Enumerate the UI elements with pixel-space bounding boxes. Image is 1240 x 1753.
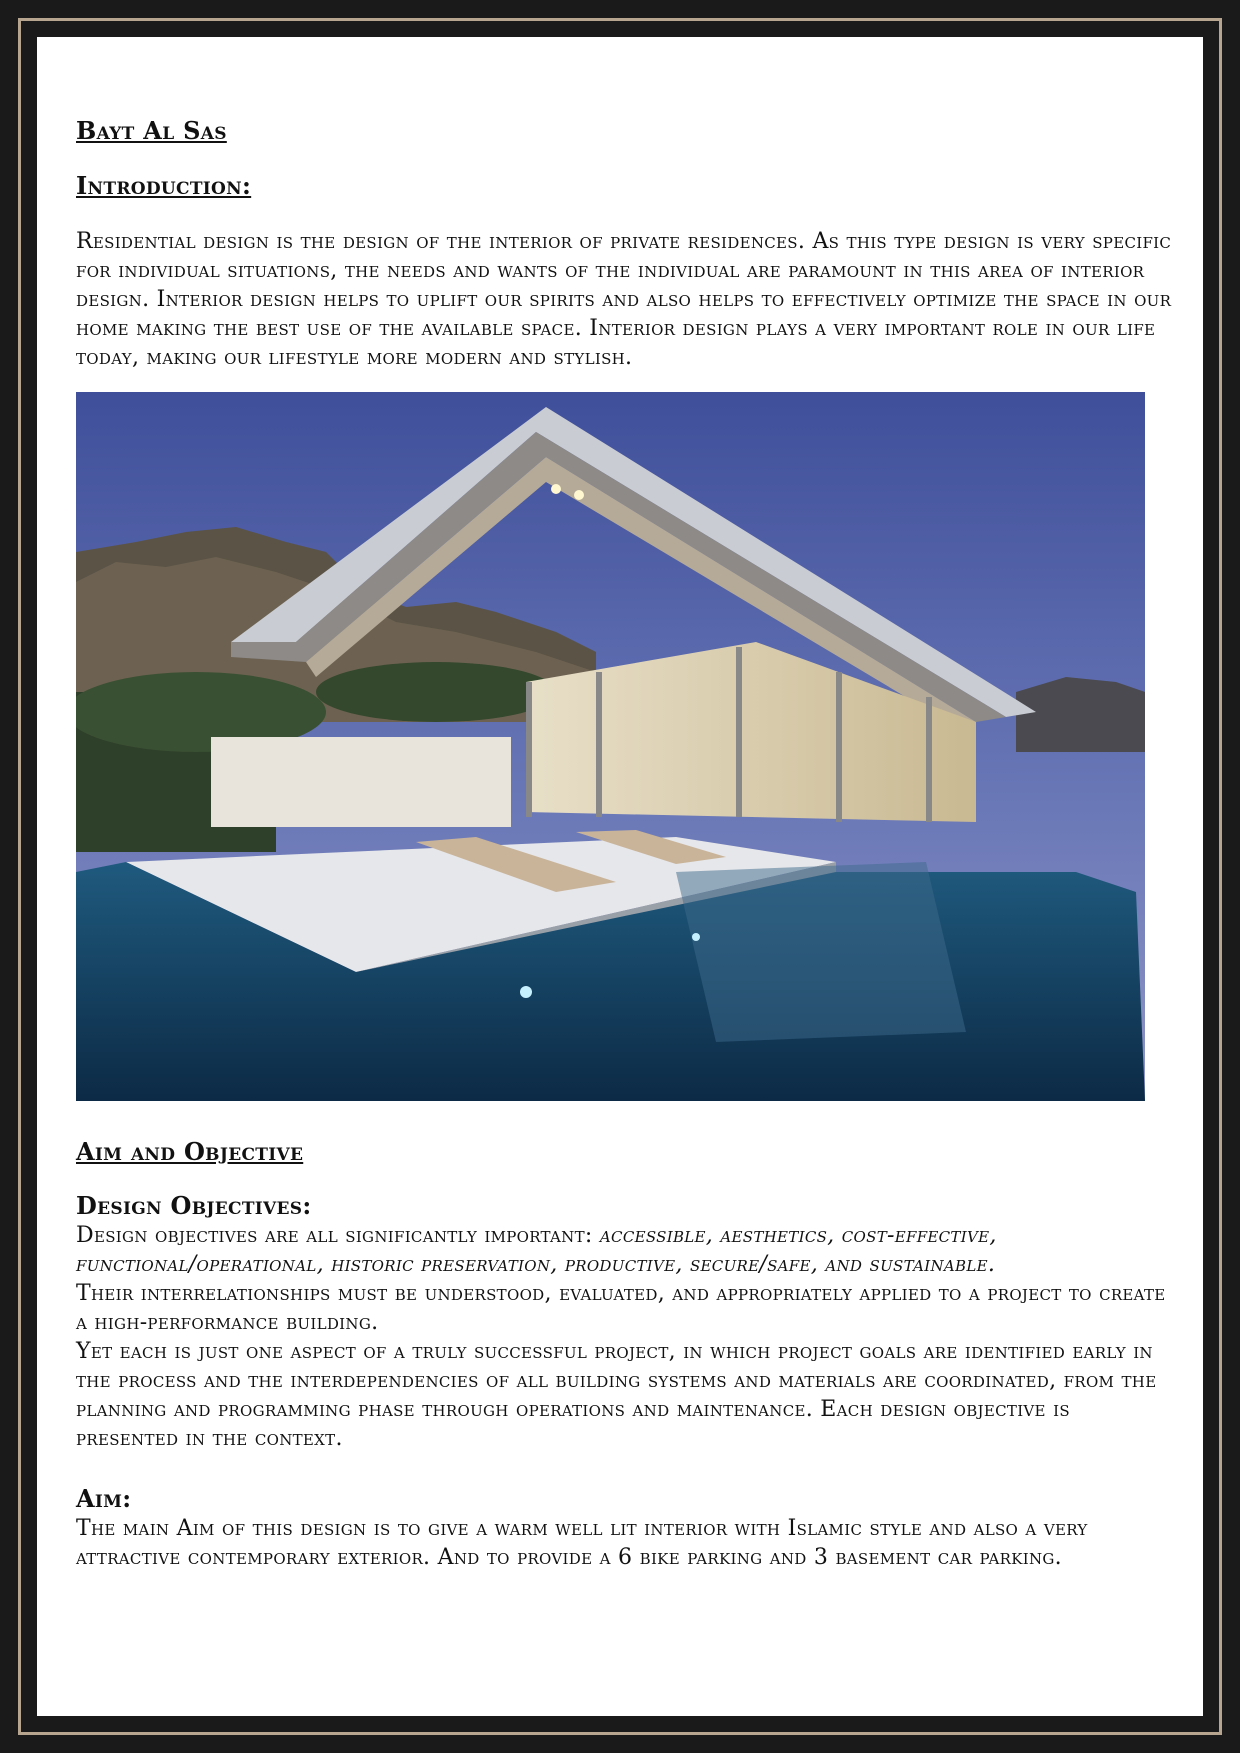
design-objectives-paragraph — [76, 1221, 1176, 1279]
modern-house-photo — [76, 392, 1145, 1101]
aim-paragraph: The main Aim of this design is to give a warm well lit interior with Islamic style and also a very attractive contemporary exterior. And to provide a 6 bike parking and 3 basement car parking. — [76, 1515, 1088, 1570]
aim-objective-heading: Aim and Objective — [76, 1136, 304, 1166]
introduction-heading: Introduction: — [76, 170, 252, 200]
design-objectives-paragraph-2: Their interrelationships must be understood, evaluated, and appropriately applied to a project to create a high-performance building. — [76, 1281, 1166, 1336]
design-objectives-heading: Design Objectives: — [76, 1191, 312, 1221]
design-objectives-list: accessible, aesthetics, cost-effective, functional/operational, historic preservation, productive, secure/safe, and sustainable. — [76, 1223, 997, 1278]
design-objectives-paragraph-3: Yet each is just one aspect of a truly successful project, in which project goals are identified early in the process and the interdependencies of all building systems and materials are coordinated, from the planning and programming phase through operations and maintenance. Each design objective is presented in the context. — [76, 1339, 1157, 1452]
page — [37, 37, 1203, 1716]
document-title: Bayt Al Sas — [76, 116, 227, 145]
aim-heading: Aim: — [76, 1484, 132, 1514]
document-body — [76, 87, 1176, 1572]
design-objectives-lead: Design objectives are all significantly important: — [76, 1223, 600, 1249]
introduction-paragraph: Residential design is the design of the interior of private residences. As this type design is very specific for individual situations, the needs and wants of the individual are paramount in this area of interior design. Interior design helps to uplift our spirits and also helps to effectively optimize the space in our home making the best use of the available space. Interior design plays a very important role in our life today, making our lifestyle more modern and stylish. — [76, 228, 1172, 370]
